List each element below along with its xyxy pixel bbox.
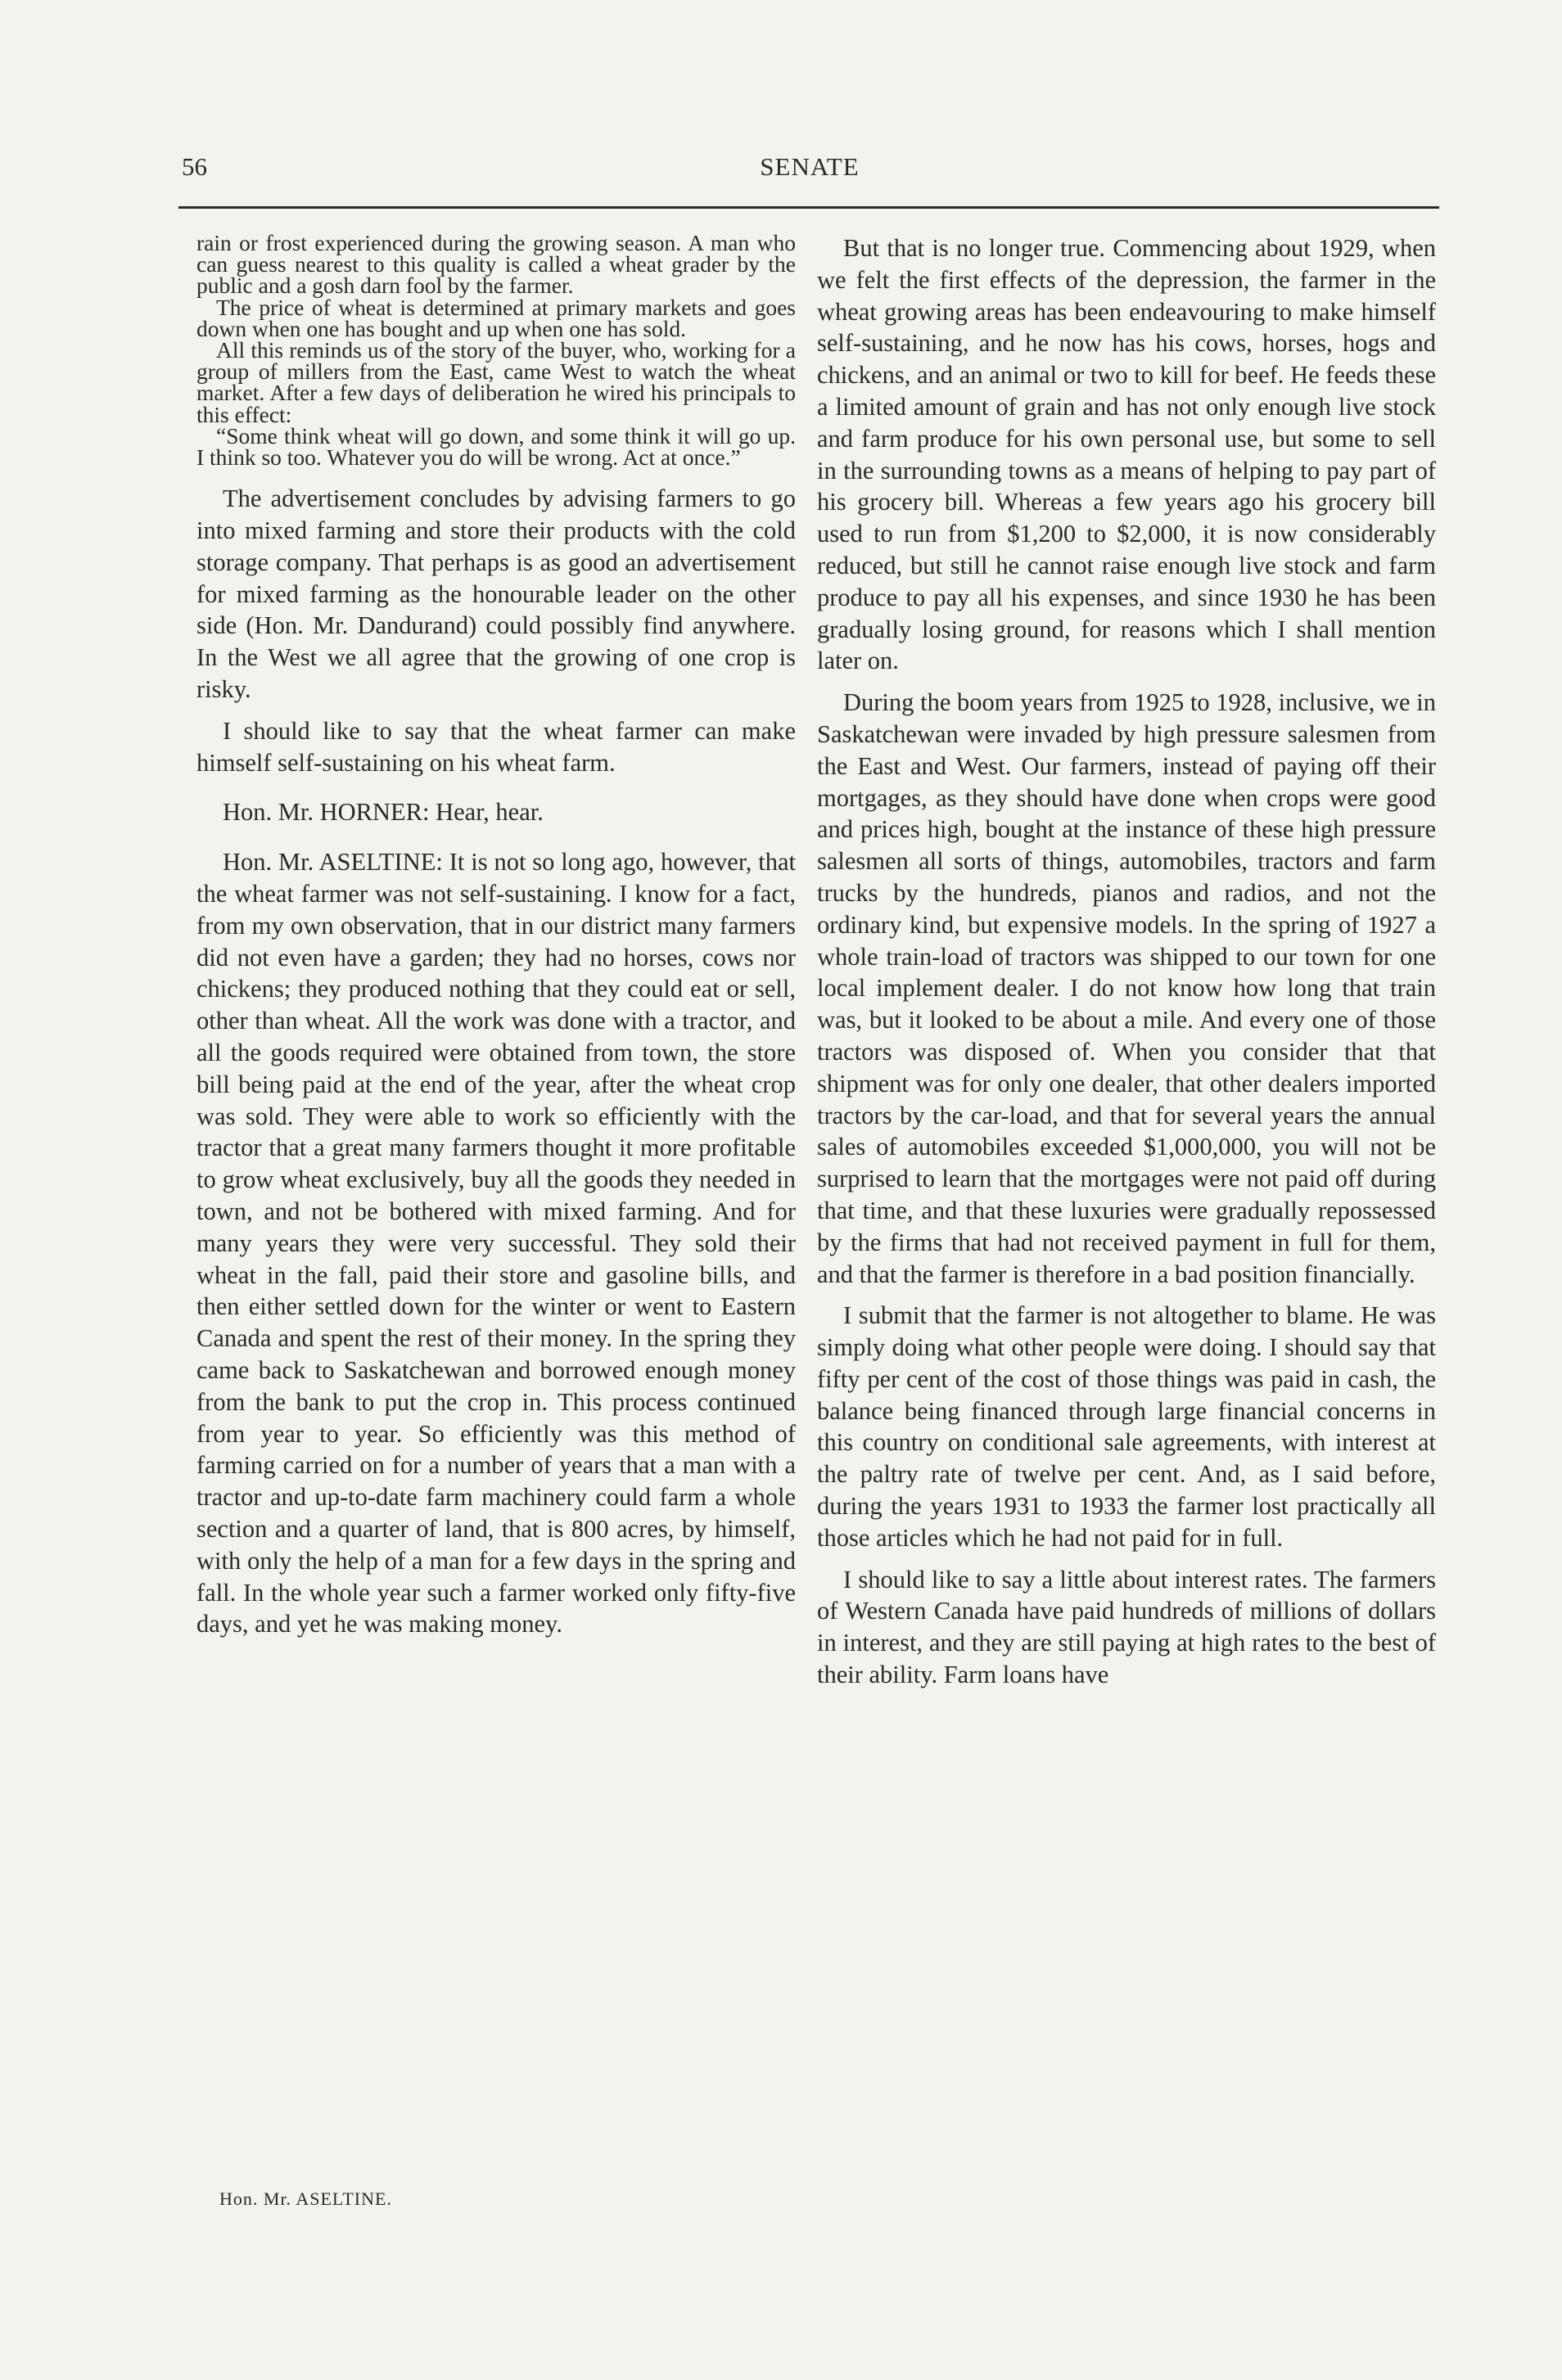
paragraph: The advertisement concludes by advising farmers to go into mixed farming and store their products with the cold storage company. That perhaps is as good an advertisement for mixed farming as the honourable leader on the other side (Hon. Mr. Dandurand) could possibly find anywhere. In the West we all agree that the growing of one crop is risky. bbox=[196, 485, 796, 704]
paragraph: I should like to say that the wheat farmer can make himself self-sustaining on his wheat farm. bbox=[196, 716, 796, 777]
speaker-interjection: Hon. Mr. HORNER: Hear, hear. bbox=[223, 798, 544, 827]
paragraph: I submit that the farmer is not altogether to blame. He was simply doing what other people were doing. I should say that fifty per cent of the cost of those things was paid in cash, the balance being financed through large financial concerns in this country on conditional sale agreements, with interest at the paltry rate of twelve per cent. And, as I said before, during the years 1931 to 1933 the farmer lost practically all those articles which he had not paid for in full. bbox=[817, 1301, 1436, 1552]
paragraph: But that is no longer true. Commencing about 1929, when we felt the first effects of the depression, the farmer in the wheat growing areas has been endeavouring to make himself self-sustaining, and he now has his cows, horses, hogs and chickens, and an animal or two to kill for beef. He feeds these a limited amount of grain and has not only enough live stock and farm produce for his own personal use, but some to sell in the surrounding towns as a means of helping to pay part of his grocery bill. Whereas a few years ago his grocery bill used to run from $1,200 to $2,000, it is now considerably reduced, but still he cannot raise enough live stock and farm produce to pay all his expenses, and since 1930 he has been gradually losing ground, for reasons which I shall mention later on. bbox=[817, 234, 1436, 675]
small-paragraph: All this reminds us of the story of the buyer, who, working for a group of millers from the East, came West to watch the wheat market. After a few days of deliberation he wired his principals to this effect: bbox=[196, 337, 796, 427]
right-column bbox=[817, 232, 1436, 1701]
page-number: 56 bbox=[182, 152, 207, 181]
left-column bbox=[196, 232, 796, 1650]
page-header bbox=[182, 152, 1438, 185]
header-rule bbox=[178, 206, 1439, 209]
quoted-advertisement bbox=[196, 230, 796, 471]
paragraph: During the boom years from 1925 to 1928, inclusive, we in Saskatchewan were invaded by high pressure salesmen from the East and West. Our farmers, instead of paying off their mortgages, as they should have done when crops were good and prices high, bought at the instance of these high pressure salesmen all sorts of things, automobiles, tractors and farm trucks by the hundreds, pianos and radios, and not the ordinary kind, but expensive models. In the spring of 1927 a whole train-load of tractors was shipped to our town for one local implement dealer. I do not know how long that train was, but it looked to be about a mile. And every one of those tractors was disposed of. When you consider that that shipment was for only one dealer, that other dealers imported tractors by the car-load, and that for several years the annual sales of automobiles exceeded $1,000,000, you will not be surprised to learn that the mortgages were not paid off during that time, and that these luxuries were gradually repossessed by the firms that had not received payment in full for them, and that the farmer is therefore in a bad position financially. bbox=[817, 688, 1436, 1288]
paragraph: Hon. Mr. ASELTINE: It is not so long ago, however, that the wheat farmer was not self-sustaining. I know for a fact, from my own observation, that in our district many farmers did not even have a garden; they had no horses, cows nor chickens; they produced nothing that they could eat or sell, other than wheat. All the work was done with a tractor, and all the goods required were obtained from town, the store bill being paid at the end of the year, after the wheat crop was sold. They were able to work so efficiently with the tractor that a great many farmers thought it more profitable to grow wheat exclusively, buy all the goods they needed in town, and not be bothered with mixed farming. And for many years they were very successful. They sold their wheat in the fall, paid their store and gasoline bills, and then either settled down for the winter or went to Eastern Canada and spent the rest of their money. In the spring they came back to Saskatchewan and borrowed enough money from the bank to put the crop in. This process continued from year to year. So efficiently was this method of farming carried on for a number of years that a man with a tractor and up-to-date farm machinery could farm a whole section and a quarter of land, that is 800 acres, by himself, with only the help of a man for a few days in the spring and fall. In the whole year such a farmer worked only fifty-five days, and yet he was making money. bbox=[196, 848, 796, 1639]
small-paragraph: “Some think wheat will go down, and some think it will go up. I think so too. Whatever you do will be wrong. Act at once.” bbox=[196, 422, 796, 471]
paragraph: I should like to say a little about interest rates. The farmers of Western Canada have paid hundreds of millions of dollars in interest, and they are still paying at high rates to the best of their ability. Farm loans have bbox=[817, 1565, 1436, 1689]
small-paragraph: The price of wheat is determined at primary markets and goes down when one has bought and up when one has sold. bbox=[196, 294, 796, 341]
small-paragraph: rain or frost experienced during the growing season. A man who can guess nearest to this quality is called a wheat grader by the public and a gosh darn fool by the farmer. bbox=[196, 230, 796, 299]
footer-speaker: Hon. Mr. ASELTINE. bbox=[219, 2188, 392, 2209]
page-title: SENATE bbox=[760, 152, 860, 181]
